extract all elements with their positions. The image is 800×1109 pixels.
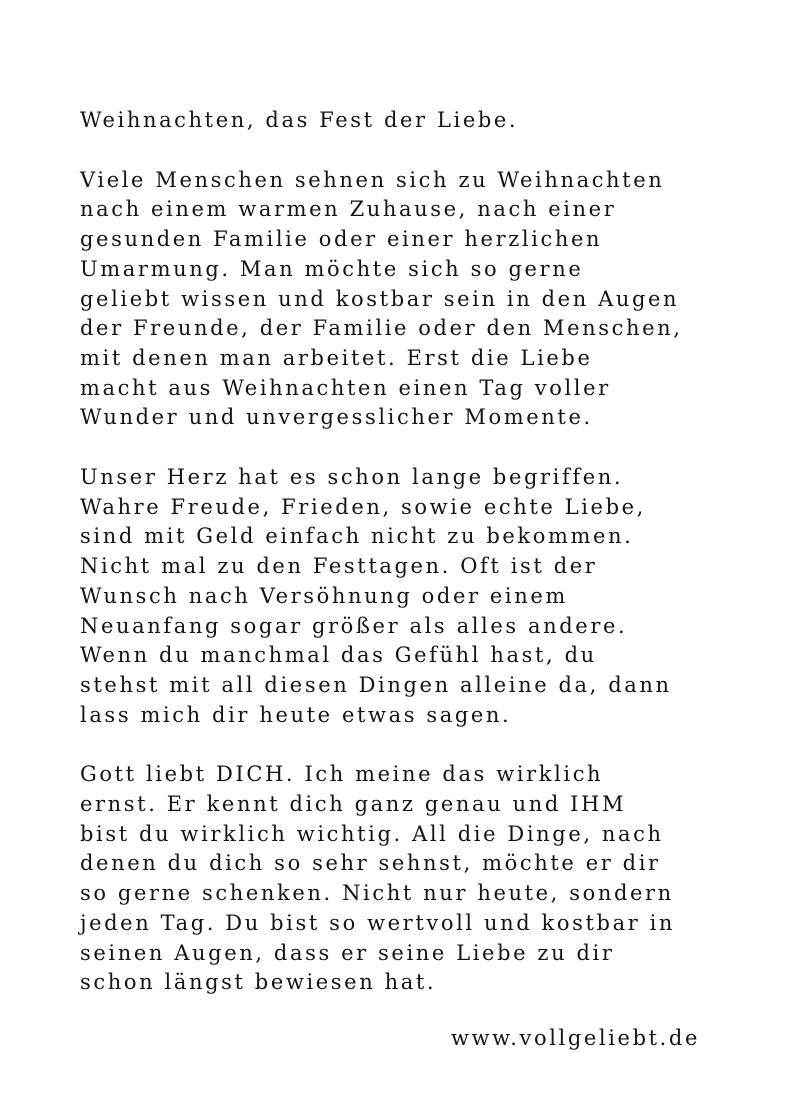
footer-url: www.vollgeliebt.de bbox=[450, 1026, 700, 1050]
text-line: jeden Tag. Du bist so wertvoll und kostbar in bbox=[80, 910, 676, 935]
text-line: stehst mit all diesen Dingen alleine da, dann bbox=[80, 672, 672, 697]
text-line: Umarmung. Man möchte sich so gerne bbox=[80, 256, 584, 281]
text-line: lass mich dir heute etwas sagen. bbox=[80, 702, 512, 727]
text-line: mit denen man arbeitet. Erst die Liebe bbox=[80, 345, 593, 370]
text-line: Nicht mal zu den Festtagen. Oft ist der bbox=[80, 554, 598, 579]
text-line: sind mit Geld einfach nicht zu bekommen. bbox=[80, 524, 634, 549]
text-line: gesunden Familie oder einer herzlichen bbox=[80, 227, 603, 252]
text-line: nach einem warmen Zuhause, nach einer bbox=[80, 197, 617, 222]
letter-title bbox=[80, 106, 760, 136]
text-line: so gerne schenken. Nicht nur heute, sondern bbox=[80, 881, 674, 906]
text-line: der Freunde, der Familie oder den Menschen, bbox=[80, 316, 683, 341]
text-line: Unser Herz hat es schon lange begriffen. bbox=[80, 465, 624, 490]
text-line: macht aus Weihnachten einen Tag voller bbox=[80, 375, 611, 400]
text-line: Neuanfang sogar größer als alles andere. bbox=[80, 613, 628, 638]
text-line: seinen Augen, dass er seine Liebe zu dir bbox=[80, 940, 615, 965]
letter-body bbox=[80, 106, 760, 1028]
text-line: Viele Menschen sehnen sich zu Weihnachten bbox=[80, 167, 665, 192]
paragraph-1 bbox=[80, 166, 760, 433]
text-line: ernst. Er kennt dich ganz genau und IHM bbox=[80, 792, 627, 817]
paragraph-3 bbox=[80, 760, 760, 998]
paragraph-2 bbox=[80, 463, 760, 730]
title-line: Weihnachten, das Fest der Liebe. bbox=[80, 108, 519, 132]
text-line: bist du wirklich wichtig. All die Dinge, nach bbox=[80, 821, 664, 846]
text-line: Wunder und unvergesslicher Momente. bbox=[80, 405, 593, 430]
text-line: geliebt wissen und kostbar sein in den Augen bbox=[80, 286, 680, 311]
text-line: Wunsch nach Versöhnung oder einem bbox=[80, 583, 568, 608]
text-line: denen du dich so sehr sehnst, möchte er dir bbox=[80, 851, 661, 876]
text-line: Wahre Freude, Frieden, sowie echte Liebe, bbox=[80, 494, 646, 519]
text-line: Wenn du manchmal das Gefühl hast, du bbox=[80, 643, 597, 668]
text-line: schon längst bewiesen hat. bbox=[80, 970, 437, 995]
text-line: Gott liebt DICH. Ich meine das wirklich bbox=[80, 762, 604, 787]
